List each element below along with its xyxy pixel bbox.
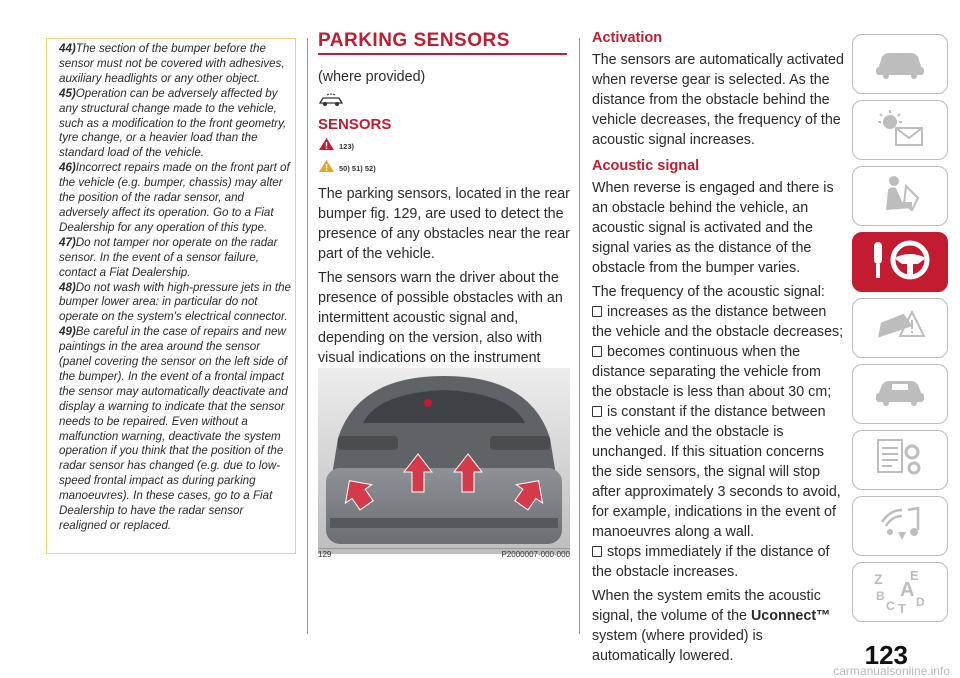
closing-text: system (where provided) is automatically lowered. xyxy=(592,628,763,664)
warning-49 xyxy=(59,325,291,534)
tab-car[interactable] xyxy=(852,34,948,94)
warning-number: 46) xyxy=(59,161,76,175)
svg-text:C: C xyxy=(886,598,895,613)
figure-code: P2000007-000-000 xyxy=(501,550,570,559)
warnings-box xyxy=(46,38,296,554)
list-item-text: becomes continuous when the distance separating the vehicle from the obstacle is less than about 30 cm; xyxy=(592,344,832,400)
warning-number: 44) xyxy=(59,42,76,55)
activation-text: The sensors are automatically activated when reverse gear is selected. As the distance from the obstacle behind the vehicle decreases, the frequency of the acoustic signal increases. xyxy=(592,52,844,148)
svg-text:D: D xyxy=(916,594,925,609)
list-item-text: increases as the distance between the vehicle and the obstacle decreases; xyxy=(592,304,844,340)
warning-text: Do not tamper nor operate on the radar sensor. In the event of a sensor failure, contact a Fiat Dealership. xyxy=(59,235,278,279)
warning-48 xyxy=(59,281,291,326)
acoustic-signal-text: When reverse is engaged and there is an obstacle behind the vehicle, an acoustic signal is activated and the signal varies as the distance of the obstacle from the bumper varies. xyxy=(592,180,834,276)
tab-technical-specs[interactable] xyxy=(852,430,948,490)
warning-ref-numbers: 123) xyxy=(339,142,355,151)
warning-44 xyxy=(59,42,291,87)
tab-warning-lights[interactable] xyxy=(852,100,948,160)
closing-text: When the system emits the acoustic signal, the volume of the xyxy=(592,588,821,624)
tab-emergency[interactable] xyxy=(852,298,948,358)
index-letters-icon xyxy=(870,566,930,619)
warning-text: The section of the bumper before the sensor must not be covered with adhesives, auxiliary headlights or any other object. xyxy=(59,42,285,85)
tab-multimedia[interactable] xyxy=(852,496,948,556)
steering-wheel-key-icon xyxy=(868,238,932,287)
warning-number: 45) xyxy=(59,86,76,100)
caution-ref-numbers: 50) 51) 52) xyxy=(339,164,376,173)
column-divider xyxy=(307,38,308,634)
page-number: 123 xyxy=(864,640,908,670)
optional-equipment-icon xyxy=(318,93,570,112)
warning-46 xyxy=(59,161,291,236)
warning-lights-icon xyxy=(872,108,928,153)
svg-text:E: E xyxy=(910,567,919,583)
warning-text: Incorrect repairs made on the front part of the vehicle (e.g. bumper, chassis) may alter the position of the radar sensor, and adversely affect its operation. Go to a Fiat Dealership for any operation of this type. xyxy=(59,161,290,234)
warning-45 xyxy=(59,87,291,162)
warning-reference xyxy=(318,137,570,156)
caution-triangle-icon xyxy=(318,159,335,178)
specs-gears-icon xyxy=(872,436,928,485)
seat-safety-icon xyxy=(872,174,928,219)
svg-text:T: T xyxy=(898,600,906,614)
chapter-tabs xyxy=(852,34,960,628)
list-item xyxy=(592,342,844,402)
watermark: carmanualsonline.info xyxy=(833,664,950,678)
figure-caption xyxy=(318,548,570,559)
checkbox-bullet-icon xyxy=(592,406,602,417)
tab-starting-driving[interactable] xyxy=(852,232,948,292)
warning-text: Do not wash with high-pressure jets in the bumper lower area: in particular do not operate on the system's electrical connector. xyxy=(59,280,292,324)
car-icon xyxy=(872,45,928,84)
acoustic-signal-heading: Acoustic signal xyxy=(592,158,700,174)
checkbox-bullet-icon xyxy=(592,546,602,557)
column-divider xyxy=(579,38,580,634)
car-maintenance-icon xyxy=(872,375,928,414)
body-paragraph: The parking sensors, located in the rear bumper fig. 129, are used to detect the presence of any obstacles near the rear part of the vehicle. xyxy=(318,186,570,262)
subsection-title: SENSORS xyxy=(318,116,392,133)
warning-triangle-icon xyxy=(318,137,335,156)
svg-text:B: B xyxy=(876,588,885,603)
warning-47 xyxy=(59,236,291,281)
warning-text: Operation can be adversely affected by any structural change made to the vehicle, such as a modification to the front geometry, tyre change, or a heavier load than the standard load of the vehicle. xyxy=(59,86,287,160)
checkbox-bullet-icon xyxy=(592,346,602,357)
warning-number: 47) xyxy=(59,235,76,249)
uconnect-brand: Uconnect™ xyxy=(750,608,831,624)
caution-reference xyxy=(318,159,570,178)
warning-number: 49) xyxy=(59,325,76,339)
tab-index[interactable] xyxy=(852,562,948,622)
multimedia-icon xyxy=(872,502,928,551)
list-item xyxy=(592,302,844,342)
tab-maintenance[interactable] xyxy=(852,364,948,424)
activation-section xyxy=(592,30,844,670)
checkbox-bullet-icon xyxy=(592,306,602,317)
svg-text:Z: Z xyxy=(874,570,883,587)
list-item-text: stops immediately if the distance of the obstacle increases. xyxy=(592,544,830,580)
parking-sensors-section xyxy=(318,30,570,392)
rear-bumper-sensors-figure xyxy=(318,368,570,554)
body-paragraph: The sensors warn the driver about the presence of possible obstacles with an intermittent acoustic signal and, depending on the version, also with visual indications on the instrument xyxy=(318,270,563,366)
frequency-intro: The frequency of the acoustic signal: xyxy=(592,284,825,300)
list-item-text: is constant if the distance between the vehicle and the obstacle is unchanged. If this situation concerns the side sensors, the signal will stop after approximately 3 seconds to avoid, for example, indications in the event of manoeuvres along a wall. xyxy=(592,404,841,540)
tab-safety[interactable] xyxy=(852,166,948,226)
svg-text:A: A xyxy=(900,578,915,601)
warning-number: 48) xyxy=(59,280,76,294)
section-title: PARKING SENSORS xyxy=(318,30,567,55)
list-item xyxy=(592,402,844,542)
where-provided: (where provided) xyxy=(318,69,426,85)
figure-number: 129 xyxy=(318,550,332,559)
car-emergency-icon xyxy=(872,306,928,351)
warning-text: Be careful in the case of repairs and new paintings in the area around the sensor (panel covering the sensor on the left side of the bumper). In the event of a frontal impact the sensor may automatically deactivate and display a warning to indicate that the sensor needs to be repaired. Even without a malfunction warning, deactivate the system operation if you think that the position of the radar sensor has changed (e.g. due to low-speed frontal impact as during parking manoeuvres). In these cases, go to a Fiat Dealership to have the radar sensor realigned or replaced. xyxy=(59,325,288,532)
list-item xyxy=(592,542,844,582)
closing-paragraph xyxy=(592,586,844,666)
activation-heading: Activation xyxy=(592,30,663,46)
